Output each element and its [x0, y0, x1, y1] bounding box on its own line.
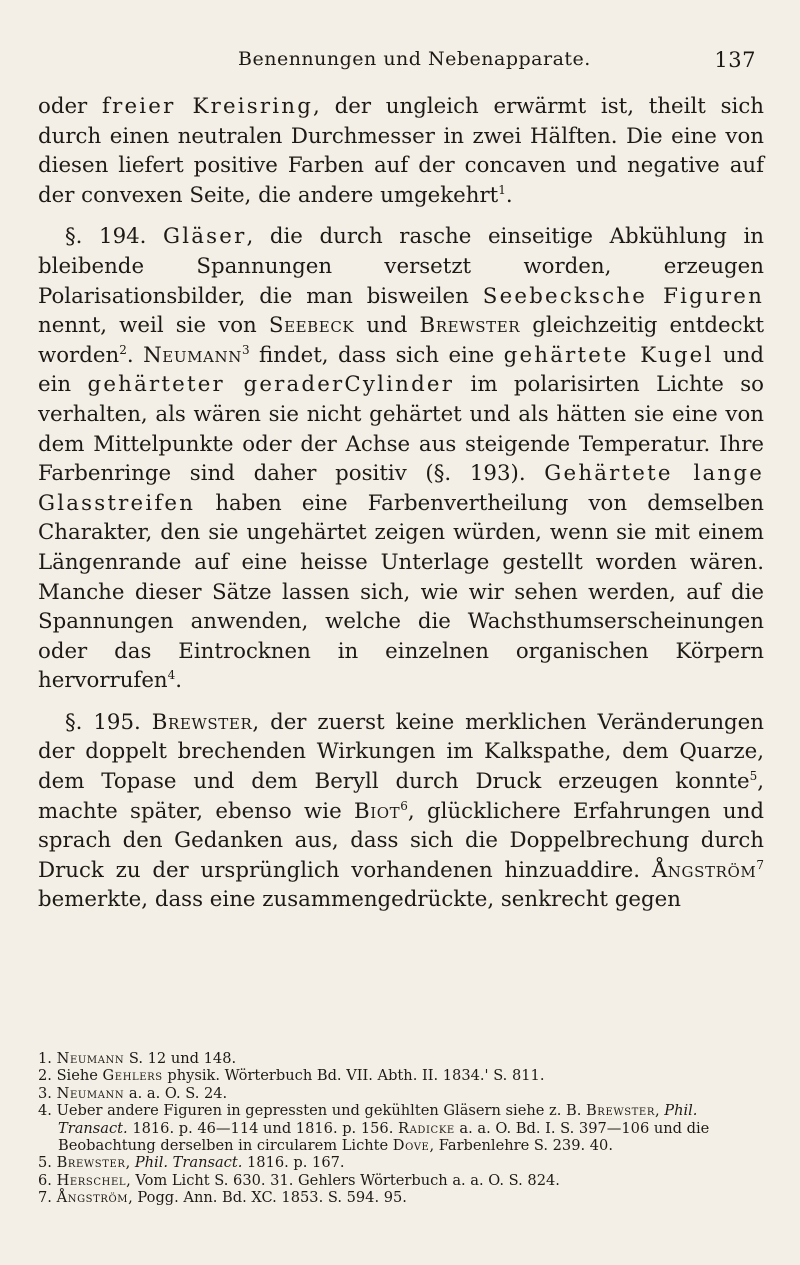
running-title: Benennungen und Nebenapparate.	[238, 48, 591, 70]
author-name: Seebeck	[268, 313, 355, 339]
footnote-7: 7. Ångström, Pogg. Ann. Bd. XC. 1853. S. 594. 95.	[38, 1189, 407, 1207]
emphasis-term: gehärteter geraderCylinder	[87, 372, 455, 398]
footnote-6: 6. Herschel, Vom Licht S. 630. 31. Gehlers Wörterbuch a. a. O. S. 824.	[38, 1171, 560, 1189]
paragraph-continuation: oder freier Kreisring, der ungleich erwärmt ist, theilt sich durch einen neutralen Durchmesser in zwei Hälften. Die eine von diesen liefert positive Farben auf der concaven und negative auf der convexen Seite, die andere umgekehrt$^1$.	[38, 94, 764, 208]
footnote-3: 3. Neumann a. a. O. S. 24.	[38, 1084, 228, 1102]
footnote-ref: 1	[498, 182, 506, 197]
footnote-ref: 3	[241, 342, 250, 357]
emphasis-term: Gehärtete lange Glasstreifen	[38, 461, 764, 516]
emphasis-term: gehärtete Kugel	[503, 342, 714, 368]
footnotes	[38, 1050, 764, 1207]
emphasis-term: freier Kreisring	[102, 94, 314, 119]
paragraph-195: §. 195. Brewster, der zuerst keine merklichen Veränderungen der doppelt brechenden Wirkungen im Kalkspathe, dem Quarze, dem Topase und dem Beryll durch Druck erzeugen konnte$^5$, machte später, ebenso wie Biot$^6$, glücklichere Erfahrungen und sprach den Gedanken aus, dass sich die Doppelbrechung durch Druck zu der ursprünglich vorhandenen hinzuaddire. Ångström$^7$ bemerkte, dass eine zusammengedrückte, senkrecht gegen	[38, 709, 764, 913]
footnote-ref: 4	[167, 668, 176, 683]
footnote-ref: 6	[400, 798, 408, 813]
page-number: 137	[714, 48, 756, 72]
emphasis-term: Seebecksche Figuren	[482, 283, 764, 309]
footnote-ref: 7	[756, 857, 764, 872]
author-name: Brewster	[419, 313, 521, 339]
footnote-5: 5. Brewster, Phil. Transact. 1816. p. 167.	[38, 1154, 345, 1172]
footnote-2: 2. Siehe Gehlers physik. Wörterbuch Bd. VII. Abth. II. 1834.' S. 811.	[38, 1067, 545, 1085]
paragraph-194: §. 194. Gläser, die durch rasche einseitige Abkühlung in bleibende Spannungen versetzt worden, erzeugen Polarisationsbilder, die man bisweilen Seebecksche Figuren nennt, weil sie von Seebeck und Brewster gleichzeitig entdeckt worden$^2$. Neumann$^3$ findet, dass sich eine gehärtete Kugel und ein gehärteter geraderCylinder im polarisirten Lichte so verhalten, als wären sie nicht gehärtet und als hätten sie eine von dem Mittelpunkte oder der Achse aus steigende Temperatur. Ihre Farbenringe sind daher positiv (§. 193). Gehärtete lange Glasstreifen haben eine Farbenvertheilung von demselben Charakter, den sie ungehärtet zeigen würden, wenn sie mit einem Längenrande auf eine heisse Unterlage gestellt worden wären. Manche dieser Sätze lassen sich, wie wir sehen werden, auf die Spannungen anwenden, welche die Wachsthumserscheinungen oder das Eintrocknen in einzelnen organischen Körpern hervorrufen$^4$.	[38, 224, 765, 694]
footnote-ref: 2	[119, 342, 127, 357]
footnote-1: 1. Neumann S. 12 und 148.	[38, 1050, 237, 1067]
emphasis-term: Gläser	[163, 224, 247, 250]
footnote-ref: 5	[749, 768, 758, 783]
section-number: §. 194.	[65, 224, 164, 250]
author-name: Ångström	[651, 857, 757, 883]
author-name: Biot	[354, 798, 401, 824]
main-text	[38, 92, 764, 915]
footnote-4: 4. Ueber andere Figuren in gepressten und gekühlten Gläsern siehe z. B. Brewster, Phil. Transact. 1816. p. 46—114 und 1816. p. 156. Radicke a. a. O. Bd. I. S. 397—106 und die Beobachtung derselben in circularem Lichte Dove, Farbenlehre S. 239. 40.	[38, 1102, 710, 1155]
author-name: Brewster	[151, 709, 253, 735]
section-number: §. 195.	[65, 709, 152, 735]
author-name: Neumann	[143, 342, 242, 368]
